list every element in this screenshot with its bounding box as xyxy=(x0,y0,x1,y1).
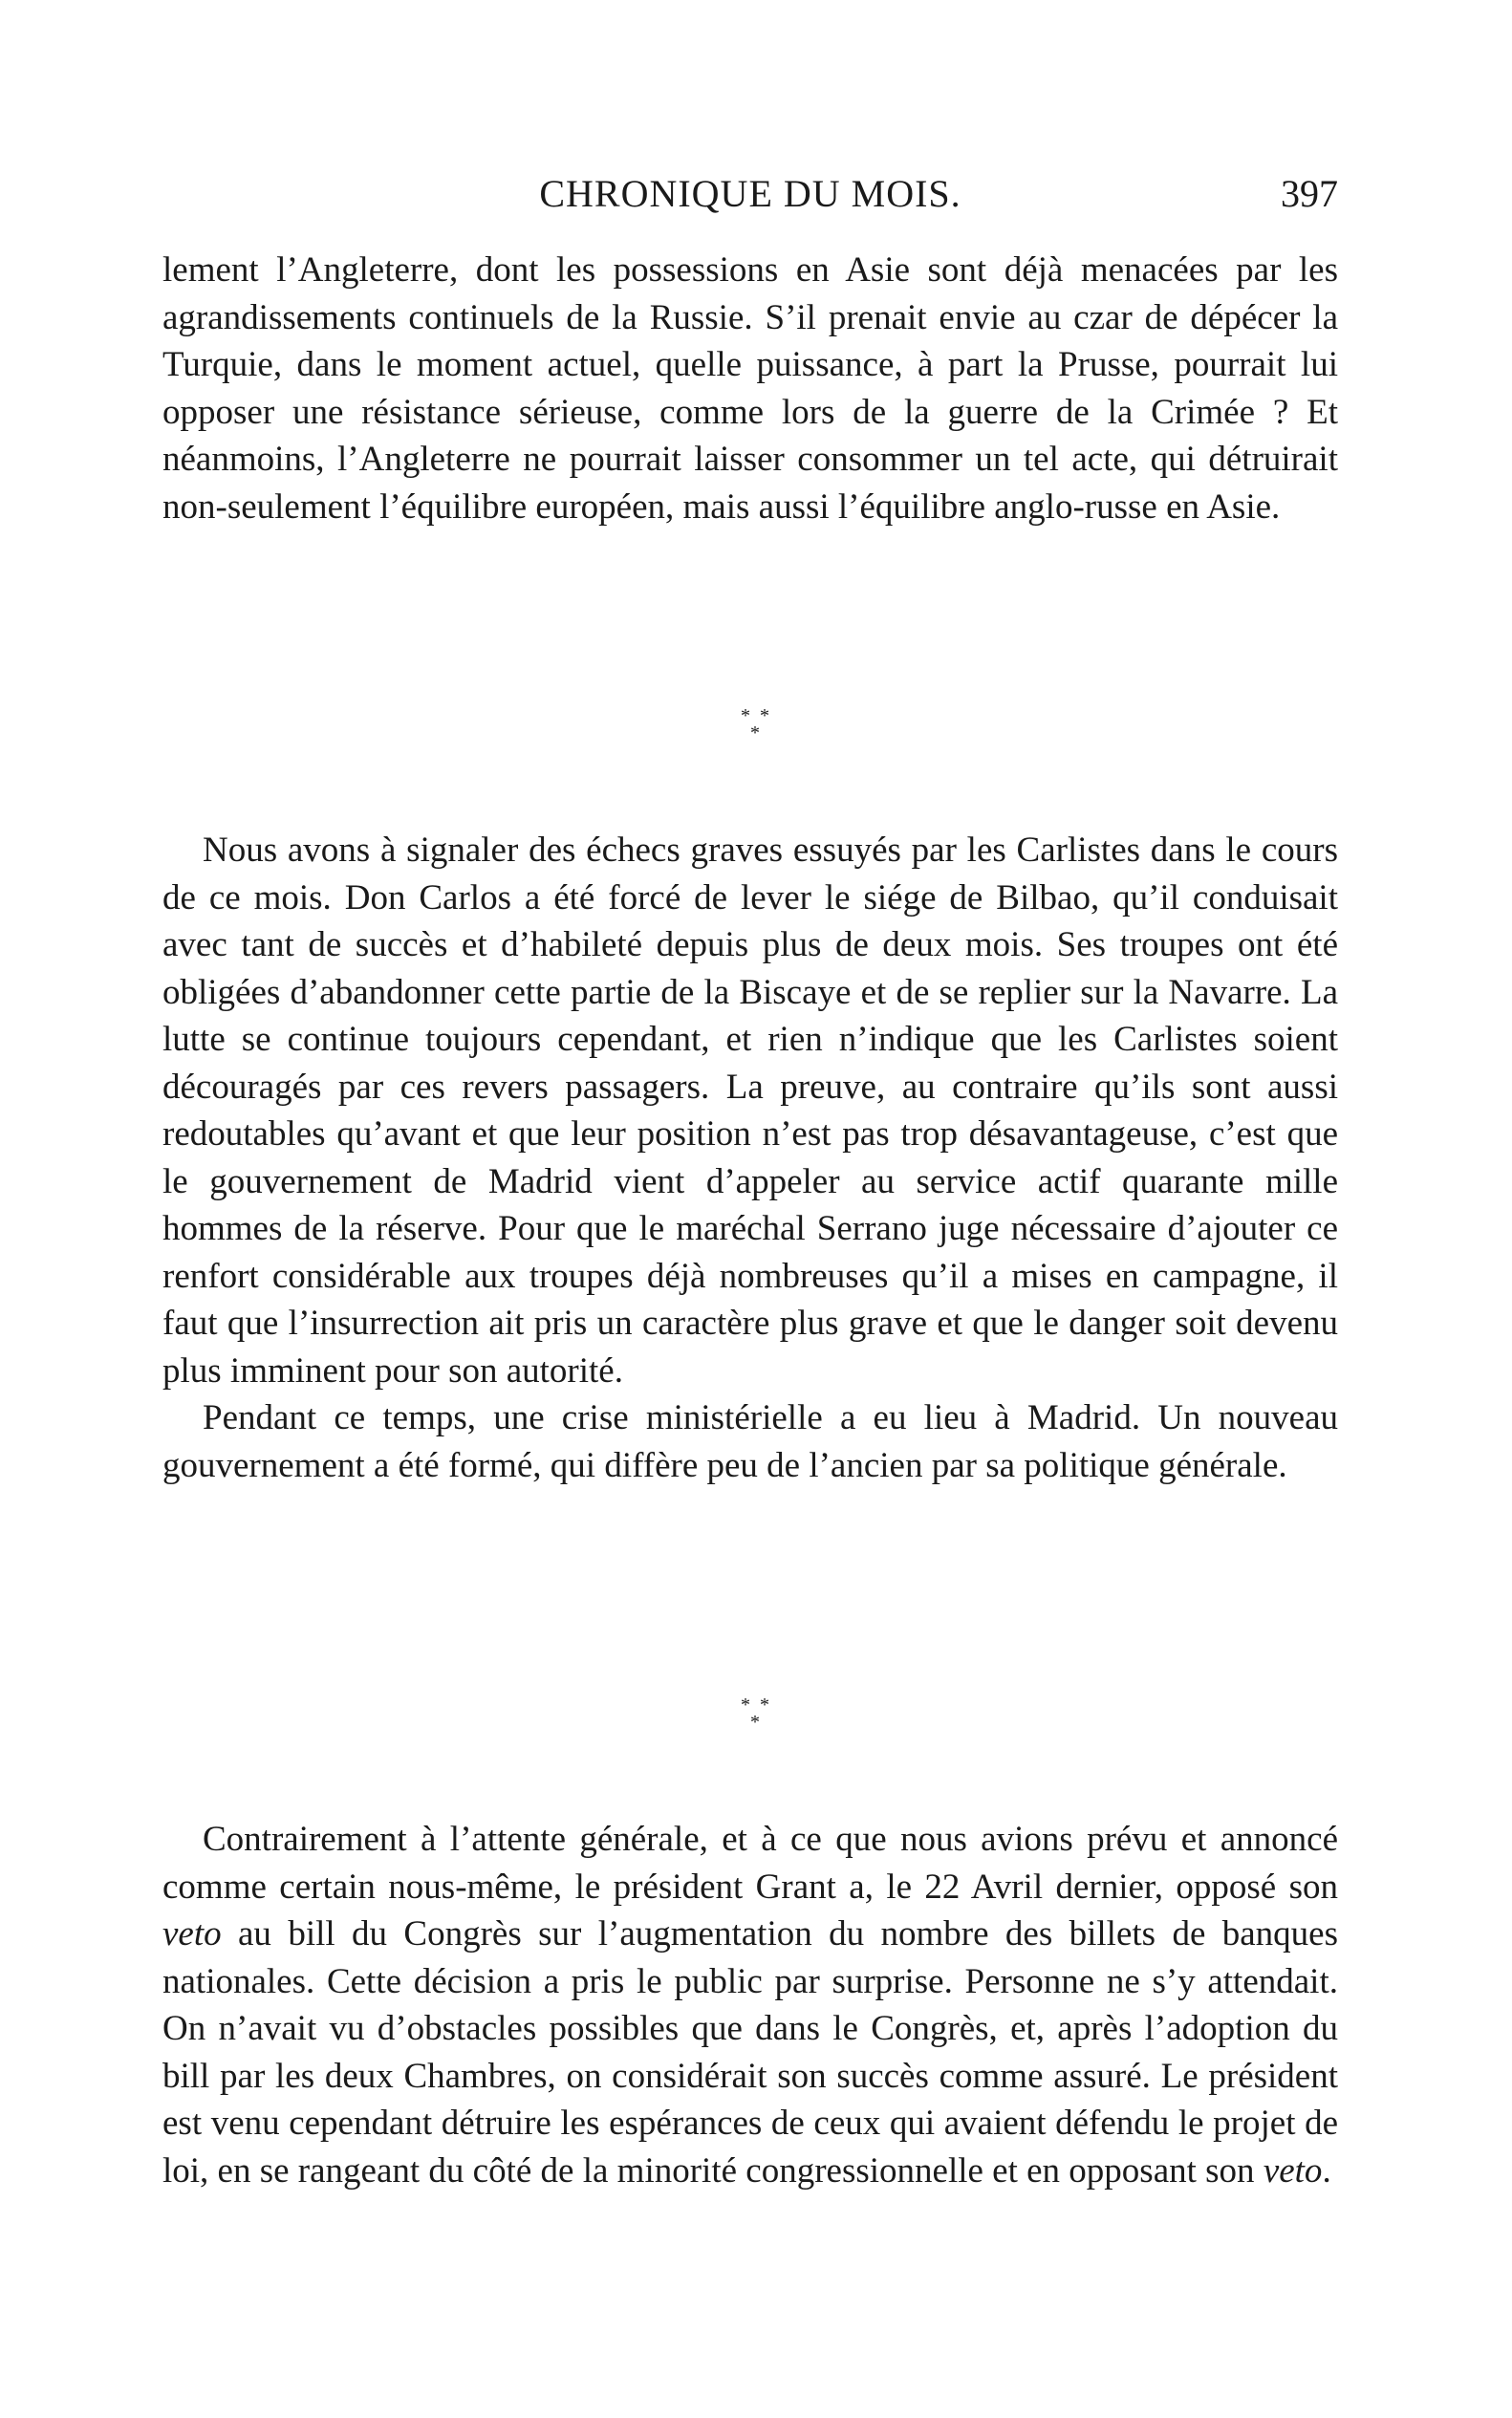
paragraph xyxy=(162,1816,1338,2194)
italic-veto: veto xyxy=(162,1914,222,1954)
paragraph: Pendant ce temps, une crise ministérielle a eu lieu à Madrid. Un nouveau gouvernement a été formé, qui diffère peu de l’ancien par sa politique générale. xyxy=(162,1398,1338,1485)
text-block-carlistes xyxy=(162,827,1338,1489)
asterism-bottom: * xyxy=(750,723,760,744)
asterism-top: * * xyxy=(741,1695,769,1716)
text-block-russia xyxy=(162,247,1338,530)
text-run: au bill du Congrès sur l’augmentation du nombre des billets de banques nationales. Cette décision a pris le public par surprise. Personne ne s’y attendait. On n’avait vu d’obstacles possibles que dans le Congrès, et, après l’adoption du bill par les deux Chambres, on considérait son succès comme assuré. Le président est venu cependant détruire les espérances de ceux qui avaient défendu le projet de loi, en se rangeant du côté de la minorité congressionnelle et en opposant son xyxy=(162,1914,1338,2191)
text-run: Contrairement à l’attente générale, et à ce que nous avions prévu et annoncé comme certain nous-même, le président Grant a, le 22 Avril dernier, opposé son xyxy=(162,1820,1338,1907)
section-separator-asterism xyxy=(707,1696,803,1731)
text-block-grant-veto xyxy=(162,1816,1338,2194)
section-separator-asterism xyxy=(707,707,803,742)
page-number: 397 xyxy=(1281,172,1338,215)
asterism-top: * * xyxy=(741,705,769,726)
running-header xyxy=(162,170,1338,227)
asterism-bottom: * xyxy=(750,1712,760,1733)
running-title: CHRONIQUE DU MOIS. xyxy=(539,172,961,215)
paragraph: lement l’Angleterre, dont les possessions en Asie sont déjà menacées par les agrandissements continuels de la Russie. S’il prenait envie au czar de dépécer la Turquie, dans le moment actuel, quelle puissance, à part la Prusse, pourrait lui opposer une résistance sérieuse, comme lors de la guerre de la Crimée ? Et néanmoins, l’Angleterre ne pourrait laisser consommer un tel acte, qui détruirait non-seulement l’équilibre européen, mais aussi l’équilibre anglo-russe en Asie. xyxy=(162,250,1338,527)
italic-veto: veto xyxy=(1263,2150,1323,2191)
paragraph: Nous avons à signaler des échecs graves essuyés par les Carlistes dans le cours de ce mois. Don Carlos a été forcé de lever le siége de Bilbao, qu’il conduisait avec tant de succès et d’habileté depuis plus de deux mois. Ses troupes ont été obligées d’abandonner cette partie de la Biscaye et de se replier sur la Navarre. La lutte se continue toujours cependant, et rien n’indique que les Carlistes soient découragés par ces revers passagers. La preuve, au contraire qu’ils sont aussi redoutables qu’avant et que leur position n’est pas trop désavantageuse, c’est que le gouvernement de Madrid vient d’appeler au service actif quarante mille hommes de la réserve. Pour que le maréchal Serrano juge nécessaire d’ajouter ce renfort considérable aux troupes déjà nombreuses qu’il a mises en campagne, il faut que l’insurrection ait pris un caractère plus grave et que le danger soit devenu plus imminent pour son autorité. xyxy=(162,831,1338,1391)
text-run: . xyxy=(1322,2150,1331,2191)
